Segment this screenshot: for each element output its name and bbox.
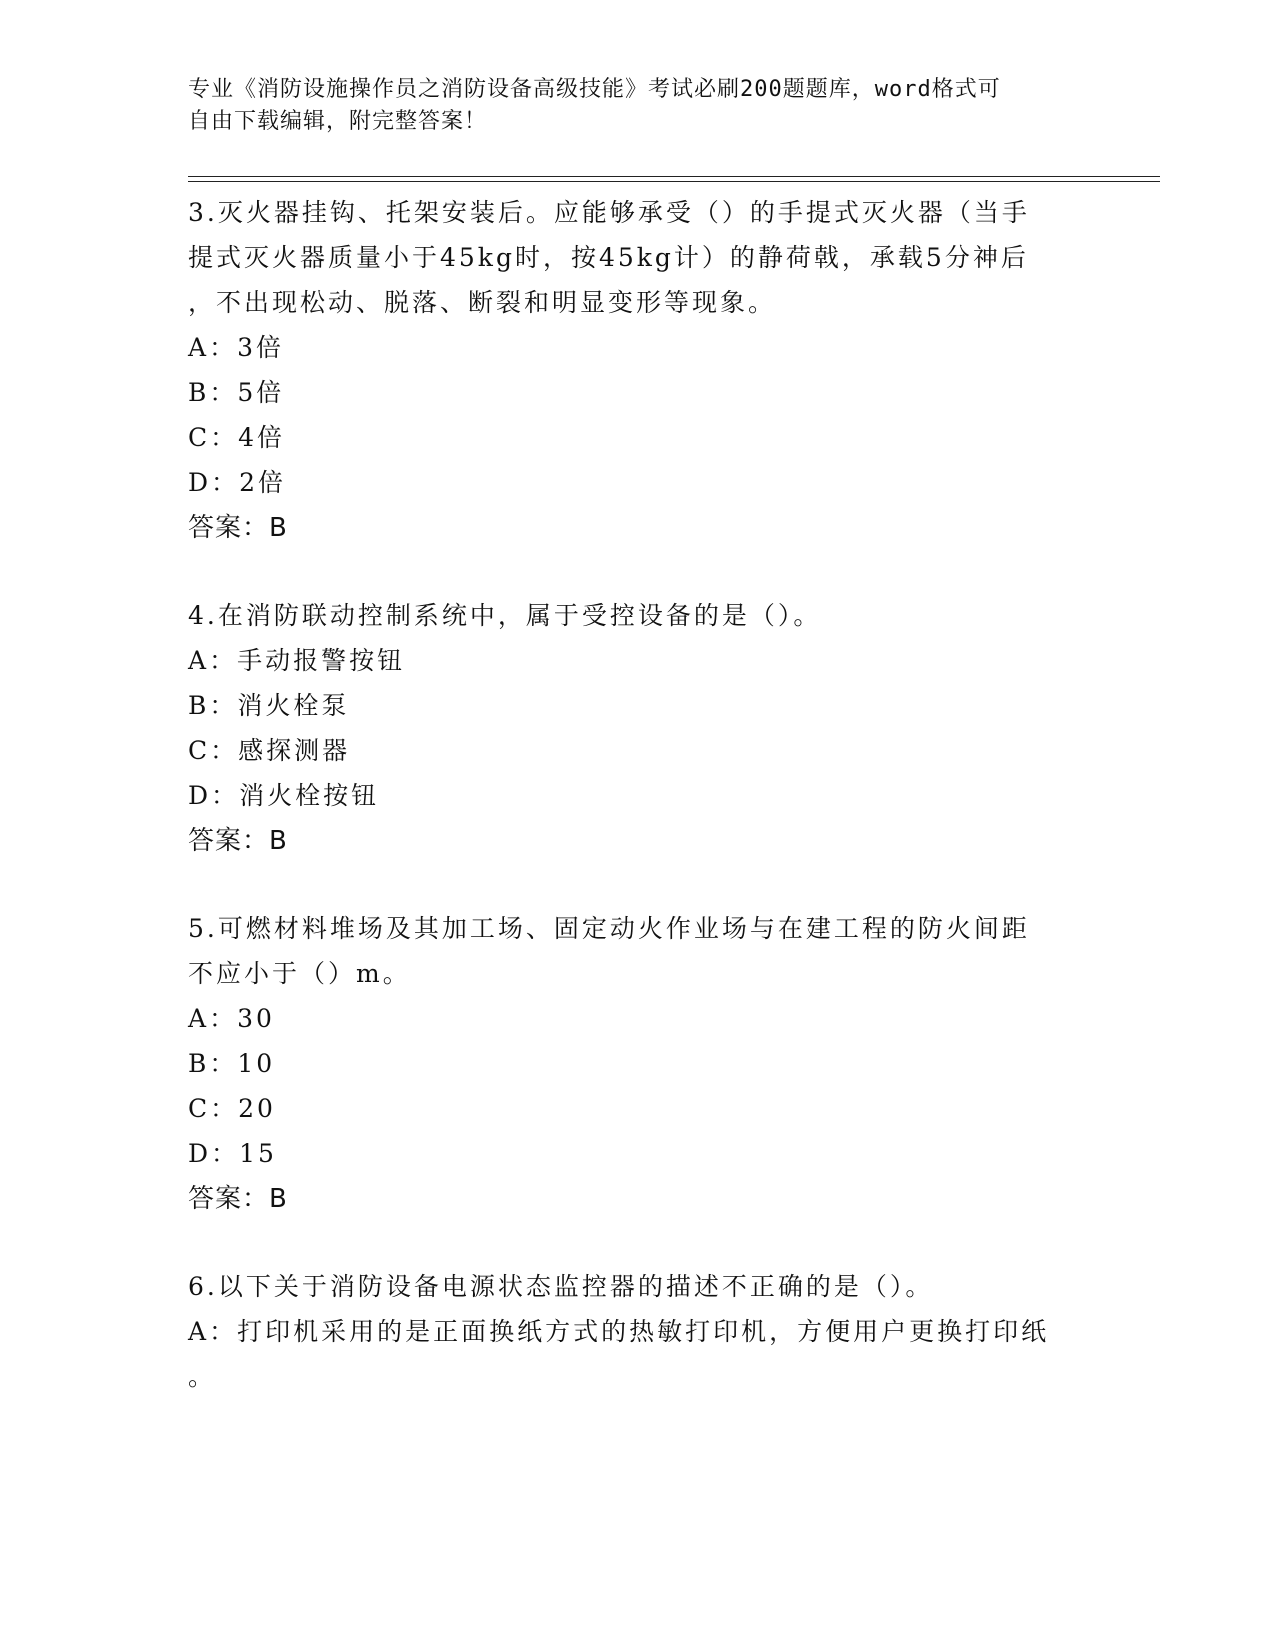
question-stem — [188, 593, 1088, 638]
option-a: A：手动报警按钮 — [188, 646, 406, 675]
option-a: A：30 — [188, 1004, 275, 1033]
option-a: A：3倍 — [188, 333, 284, 362]
stem-line: 提式灭火器质量小于45kg时，按45kg计）的静荷戟，承载5分神后 — [188, 243, 1029, 272]
question-5 — [188, 906, 1088, 1222]
option-b: B：5倍 — [188, 378, 285, 407]
question-4 — [188, 593, 1088, 864]
option-text: 消火栓泵 — [237, 691, 350, 720]
option-text: 10 — [237, 1049, 276, 1078]
option-letter: A — [188, 333, 210, 362]
option-a: A：打印机采用的是正面换纸方式的热敏打印机，方便用户更换打印纸 — [188, 1317, 1050, 1346]
option-text: 手动报警按钮 — [237, 646, 406, 675]
option-text: 30 — [237, 1004, 275, 1033]
option-letter: C — [188, 736, 211, 765]
option-text: 打印机采用的是正面换纸方式的热敏打印机，方便用户更换打印纸 — [237, 1317, 1050, 1346]
option-letter: C — [188, 1094, 211, 1123]
option-letter: D — [188, 1139, 212, 1168]
question-spacer — [188, 864, 1088, 906]
stem-line: 6.以下关于消防设备电源状态监控器的描述不正确的是（）。 — [188, 1272, 934, 1301]
option-letter: B — [188, 1049, 210, 1078]
option-letter: D — [188, 468, 212, 497]
question-spacer — [188, 551, 1088, 593]
question-3 — [188, 190, 1088, 551]
question-stem — [188, 1264, 1088, 1309]
stem-line: 3.灭火器挂钩、托架安装后。应能够承受（）的手提式灭火器（当手 — [188, 198, 1030, 227]
stem-line: ，不出现松动、脱落、断裂和明显变形等现象。 — [188, 288, 777, 317]
option-text: 4倍 — [238, 423, 286, 452]
question-list — [188, 190, 1088, 1399]
stem-line: 5.可燃材料堆场及其加工场、固定动火作业场与在建工程的防火间距 — [188, 914, 1030, 943]
question-stem — [188, 906, 1088, 996]
option-c: C：感探测器 — [188, 736, 351, 765]
option-text: 5倍 — [237, 378, 285, 407]
header-divider-bottom — [188, 181, 1160, 182]
option-text: 15 — [239, 1139, 277, 1168]
option-letter: B — [188, 378, 210, 407]
option-letter: A — [188, 646, 210, 675]
option-text: 20 — [238, 1094, 276, 1123]
option-letter: B — [188, 691, 210, 720]
question-6 — [188, 1264, 1088, 1399]
option-letter: A — [188, 1004, 210, 1033]
header-divider-top — [188, 176, 1160, 177]
stem-line: 4.在消防联动控制系统中，属于受控设备的是（）。 — [188, 601, 822, 630]
option-text: 感探测器 — [238, 736, 351, 765]
question-stem — [188, 190, 1088, 325]
header-line-2: 自由下载编辑，附完整答案！ — [188, 109, 488, 134]
answer-line: 答案：B — [188, 1184, 288, 1214]
option-letter: D — [188, 781, 212, 810]
option-d: D：消火栓按钮 — [188, 781, 380, 810]
option-text: 2倍 — [239, 468, 286, 497]
option-b: B：消火栓泵 — [188, 691, 350, 720]
answer-line: 答案：B — [188, 513, 288, 543]
option-b: B：10 — [188, 1049, 276, 1078]
option-text: 消火栓按钮 — [239, 781, 380, 810]
stem-line: 不应小于（）m。 — [188, 959, 411, 988]
option-letter: C — [188, 423, 211, 452]
answer-line: 答案：B — [188, 826, 288, 856]
option-a-continuation: 。 — [188, 1362, 217, 1391]
header-line-1: 专业《消防设施操作员之消防设备高级技能》考试必刷200题题库，word格式可 — [188, 77, 1001, 102]
option-d: D：2倍 — [188, 468, 286, 497]
option-c: C：4倍 — [188, 423, 286, 452]
option-letter: A — [188, 1317, 210, 1346]
option-d: D：15 — [188, 1139, 277, 1168]
document-header — [188, 74, 1068, 138]
option-text: 3倍 — [237, 333, 284, 362]
option-c: C：20 — [188, 1094, 276, 1123]
question-spacer — [188, 1222, 1088, 1264]
